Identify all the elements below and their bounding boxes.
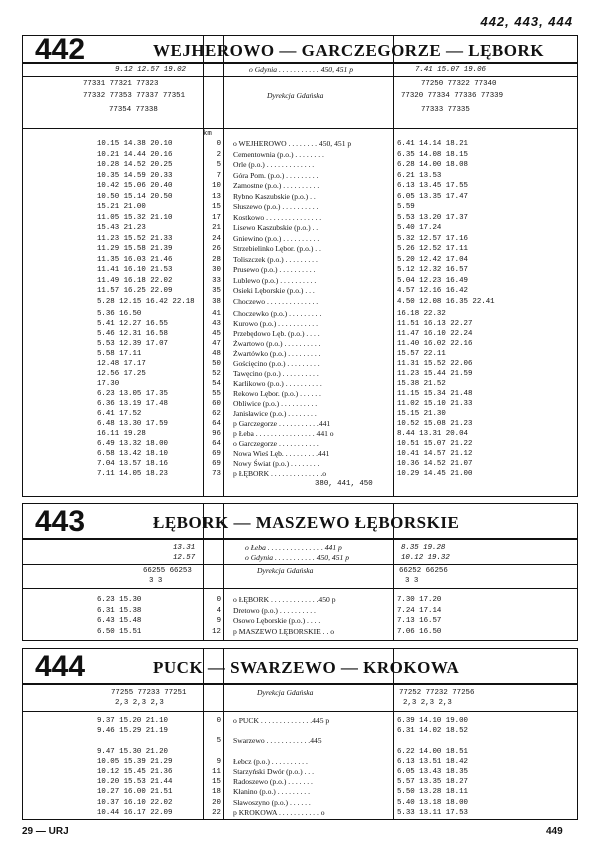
km-value: 15	[212, 778, 221, 787]
authority: Dyrekcja Gdańska	[267, 91, 324, 100]
km-value: 9	[216, 617, 221, 625]
km-value: 9	[216, 757, 221, 766]
times-left: 6.41 17.52	[97, 410, 142, 418]
km-value: 73	[212, 470, 221, 478]
station-name: p ŁĘBORK . . . . . . . . . . . . . .o	[233, 469, 327, 478]
station-name: Starzyński Dwór (p.o.) . . .	[233, 767, 314, 776]
times-right: 5.04 12.23 16.49	[397, 276, 468, 285]
times-right: 5.40 13.18 18.00	[397, 798, 468, 807]
times-right: 7.13 16.57	[397, 617, 442, 625]
times-left: 9.47 15.30 21.20	[97, 747, 168, 756]
times-left: 6.36 13.19 17.48	[97, 400, 168, 408]
station-name: Lublewo (p.o.) . . . . . . . . . .	[233, 275, 317, 285]
times-right: 15.15 21.30	[397, 410, 446, 418]
km-value: 64	[212, 440, 221, 448]
km-value: 41	[212, 310, 221, 318]
times-right: 5.40 17.24	[397, 224, 442, 232]
km-value: 2	[216, 150, 221, 159]
station-name: Karlikowo (p.o.) . . . . . . . . . .	[233, 379, 322, 388]
table-title: WEJHEROWO — GARCZEGORZE — LĘBORK	[153, 41, 544, 60]
times-left: 10.27 16.00 21.51	[97, 788, 173, 797]
station-name: Sławoszyno (p.o.) . . . . . .	[233, 797, 311, 807]
km-value: 69	[212, 460, 221, 468]
times-left: 17.30	[97, 380, 120, 388]
table-number: 443	[35, 505, 86, 538]
km-value: 62	[212, 410, 221, 418]
station-name: Góra Pom. (p.o.) . . . . . . . . .	[233, 170, 319, 180]
km-value: 24	[212, 234, 221, 243]
times-left: 10.42 15.06 20.40	[97, 182, 173, 190]
times-left: 9.37 15.20 21.10	[97, 717, 168, 725]
table-number: 442	[35, 33, 86, 66]
times-left: 10.12 15.45 21.36	[97, 768, 173, 776]
times-left: 10.21 14.44 20.16	[97, 150, 173, 159]
times-left: 10.28 14.52 20.25	[97, 161, 173, 169]
times-right: 7.24 17.14	[397, 606, 442, 615]
times-right: 11.15 15.34 21.48	[397, 390, 473, 398]
times-left: 6.48 13.30 17.59	[97, 420, 168, 428]
times-right: 6.05 13.43 18.35	[397, 768, 468, 776]
times-left: 6.58 13.42 18.10	[97, 450, 168, 458]
km-value: 10	[212, 182, 221, 190]
km-value: 28	[212, 255, 221, 264]
km-value: 11	[212, 768, 221, 776]
times-left: 5.46 12.31 16.58	[97, 330, 168, 338]
station-name: p KROKOWA . . . . . . . . . . . o	[233, 807, 325, 817]
times-right: 6.05 13.35 17.47	[397, 192, 468, 201]
km-value: 45	[212, 330, 221, 338]
station-name: Kłanino (p.o.) . . . . . . . . .	[233, 787, 310, 797]
station-name: Dretowo (p.o.) . . . . . . . . . .	[233, 605, 316, 615]
times-right: 5.12 12.32 16.57	[397, 266, 468, 274]
times-right: 6.41 14.14 18.21	[397, 140, 468, 148]
times-right: 5.26 12.52 17.11	[397, 245, 468, 253]
km-value: 33	[212, 276, 221, 285]
station-name: Rybno Kaszubskie (p.o.) . .	[233, 191, 316, 201]
times-right: 11.40 16.02 22.16	[397, 340, 473, 348]
times-right: 10.41 14.57 21.12	[397, 450, 473, 458]
station-name: Przebędowo Lęb. (p.o.) . . . .	[233, 329, 320, 338]
times-left: 12.48 17.17	[97, 360, 146, 368]
times-right: 7.30 17.20	[397, 596, 442, 604]
times-right: 4.57 12.16 16.42	[397, 287, 468, 295]
times-right: 5.57 13.35 18.27	[397, 778, 468, 787]
km-value: 20	[212, 798, 221, 807]
station-name: Janisławice (p.o.) . . . . . . . .	[233, 409, 317, 418]
station-name: Gniewino (p.o.) . . . . . . . . . .	[233, 233, 320, 243]
station-name: o ŁĘBORK . . . . . . . . . . . . .450 p	[233, 595, 336, 604]
times-left: 6.23 15.30	[97, 596, 142, 604]
km-value: 38	[212, 297, 221, 306]
times-right: 15.38 21.52	[397, 380, 446, 388]
km-value: 30	[212, 266, 221, 274]
station-name: Zamostne (p.o.) . . . . . . . . . .	[233, 181, 320, 190]
times-left: 10.35 14.59 20.33	[97, 171, 173, 180]
km-value: 17	[212, 213, 221, 222]
times-left: 6.23 13.05 17.35	[97, 390, 168, 398]
times-left: 10.05 15.39 21.29	[97, 757, 173, 766]
times-left: 5.53 12.39 17.07	[97, 340, 168, 348]
times-left: 5.28 12.15 16.42 22.18	[97, 297, 195, 306]
station-name: Gościęcino (p.o.) . . . . . . . . .	[233, 359, 320, 368]
times-right: 5.59	[397, 203, 415, 211]
times-left: 10.37 16.10 22.02	[97, 798, 173, 807]
station-name: Swarzewo . . . . . . . . . . . .445	[233, 736, 322, 746]
km-value: 7	[216, 171, 221, 180]
table-442: 442 WEJHEROWO — GARCZEGORZE — LĘBORK 9.12 12.57 19.02 o Gdynia . . . . . . . . . . . 450, 451 p 7.41 15.07 19.06 77331 77321 77323 77332 77353 77337 77351 Dyrekcja Gdańska 77320 77334 77336 77339 77250 77322 77340 77354 77338 77333 77335 km 10.15 14.38 20.10 0 o WEJHEROWO . . . . . . . . 450, 451 p 6.41 14.14 18.21 10.21 14.44 20.16 2 Cementownia (p.o.) . . . . . . . . 6.35 14.08 18.15 10.28 14.52 20.25 5 Orle (p.o.) . . . . . . . . . . . . . 6.28 14.00 18.08 10.35 14.59 20.33 7 Góra Pom. (p.o.) . . . . . . . . . 6.21 13.53 10.42 15.06 20.40 10 Zamostne (p.o.) . . . . . . . . . . 6.13 13.45 17.55 10.50 15.14 20.50 13 Rybno Kaszubskie (p.o.) . . 6.05 13.35 17.47 15.21 21.00 15 Słuszewo (p.o.) . . . . . . . . . . 5.59 11.05 15.32 21.10 17 Kostkowo . . . . . . . . . . . . . . . 5.53 13.20 17.37 15.43 21.23 21 Lisewo Kaszubskie (p.o.) . . 5.40 17.24 11.23 15.52 21.33 24 Gniewino (p.o.) . . . . . . . . . . 5.32 12.57 17.16 11.29 15.58 21.39 26 Strzebielinko Lębor. (p.o.) . . 5.26 12.52 17.11 11.35 16.03 21.46 28 Toliszczek (p.o.) . . . . . . . . . 5.20 12.42 17.04 11.41 16.10 21.53 30 Prusewo (p.o.) . . . . . . . . . . 5.12 12.32 16.57 11.49 16.18 22.02 33 Lublewo (p.o.) . . . . . . . . . . 5.04 12.23 16.49 11.57 16.25 22.09 35 Osieki Lęborskie (p.o.) . . . 4.57 12.16 16.42 5.28 12.15 16.42 22.18 38 Choczewo . . . . . . . . . . . . . . 4.50 12.08 16.35 22.41 5.36 16.50 41 Choczewko (p.o.) . . . . . . . . . 16.18 22.32 5.41 12.27 16.55 43 Kurowo (p.o.) . . . . . . . . . . . 11.51 16.13 22.27 5.46 12.31 16.58 45 Przebędowo Lęb. (p.o.) . . . . 11.47 16.10 22.24 5.53 12.39 17.07 47 Żwartowo (p.o.) . . . . . . . . . . 11.40 16.02 22.16 5.58 17.11 48 Żwartówko (p.o.) . . . . . . . . . 15.57 22.11 12.48 17.17 50 Gościęcino (p.o.) . . . . . . . . . 11.31 15.52 22.06 12.56 17.25 52 Tawęcino (p.o.) . . . . . . . . . . 11.23 15.44 21.59 17.30 54 Karlikowo (p.o.) . . . . . . . . . . 15.38 21.52 6.23 13.05 17.35 55 Rekowo Lębor. (p.o.) . . . . . . 11.15 15.34 21.48 6.36 13.19 17.48 60 Obliwice (p.o.) . . . . . . . . . . 11.02 15.10 21.33 6.41 17.52 62 Janisławice (p.o.) . . . . . . . . 15.15 21.30 6.48 13.30 17.59 64 p Garczegorze . . . . . . . . . . .441 10.52 15.08 21.23 16.11 19.28 96 p Łeba . . . . . . . . . . . . . . . . 441 o 8.44 13.31 20.04 6.49 13.32 18.00 64 o Garczegorze . . . . . . . . . . . 10.51 15.07 21.22 6.58 13.42 18.10 69 Nowa Wieś Lęb. . . . . . . . . .441 10.41 14.57 21.12 7.04 13.57 18.16 69 Nowy Świat (p.o.) . . . . . . . . 10.36 14.52 21.07 7.11 14.05 18.23 73 p ŁĘBORK . . . . . . . . . . . . . .o 10.29 14.45 21.00 380, 441, 450	[22, 35, 578, 497]
km-value: 22	[212, 808, 221, 817]
table-444-header	[23, 649, 577, 685]
station-name: o WEJHEROWO . . . . . . . . 450, 451 p	[233, 139, 352, 148]
times-left: 5.58 17.11	[97, 350, 142, 358]
km-value: 43	[212, 320, 221, 328]
station-name: p MASZEWO LĘBORSKIE . . o	[233, 626, 335, 636]
table-number: 444	[35, 650, 86, 683]
km-value: 50	[212, 360, 221, 368]
footnote: 380, 441, 450	[315, 480, 373, 488]
station-name: Strzebielinko Lębor. (p.o.) . .	[233, 244, 321, 253]
times-left: 10.15 14.38 20.10	[97, 140, 173, 148]
times-right: 6.13 13.51 18.42	[397, 757, 468, 766]
station-name: Kostkowo . . . . . . . . . . . . . . .	[233, 212, 322, 222]
times-right: 5.50 13.28 18.11	[397, 788, 468, 797]
km-value: 0	[216, 596, 221, 604]
times-right: 5.20 12.42 17.04	[397, 255, 468, 264]
station-name: Osowo Lęborskie (p.o.) . . . .	[233, 616, 321, 625]
times-left: 7.04 13.57 18.16	[97, 460, 168, 468]
times-left: 5.41 12.27 16.55	[97, 320, 168, 328]
station-name: Rekowo Lębor. (p.o.) . . . . . .	[233, 389, 321, 398]
times-right: 5.32 12.57 17.16	[397, 234, 468, 243]
km-value: 0	[216, 717, 221, 725]
km-value: 5	[216, 737, 221, 746]
km-value: 4	[216, 606, 221, 615]
times-right: 11.23 15.44 21.59	[397, 370, 473, 378]
km-value: 26	[212, 245, 221, 253]
station-name: Cementownia (p.o.) . . . . . . . .	[233, 149, 324, 159]
times-left: 15.43 21.23	[97, 224, 146, 232]
table-443-header	[23, 504, 577, 540]
times-left: 6.50 15.51	[97, 627, 142, 636]
station-name: Orle (p.o.) . . . . . . . . . . . . .	[233, 160, 315, 169]
times-right: 10.29 14.45 21.00	[397, 470, 473, 478]
station-name: Choczewko (p.o.) . . . . . . . . .	[233, 309, 322, 318]
footer-page-number: 449	[546, 826, 563, 837]
times-left: 11.05 15.32 21.10	[97, 213, 173, 222]
times-right: 6.31 14.02 18.52	[397, 727, 468, 736]
station-name: Lisewo Kaszubskie (p.o.) . .	[233, 223, 319, 232]
station-name: Łebcz (p.o.) . . . . . . . . . .	[233, 756, 308, 766]
times-left: 16.11 19.28	[97, 430, 146, 438]
km-value: 35	[212, 287, 221, 295]
page-table-numbers: 442, 443, 444	[480, 14, 573, 29]
station-name: Tawęcino (p.o.) . . . . . . . . . .	[233, 369, 319, 378]
station-name: o Garczegorze . . . . . . . . . . .	[233, 439, 319, 448]
times-right: 10.36 14.52 21.07	[397, 460, 473, 468]
times-right: 6.28 14.00 18.08	[397, 161, 468, 169]
times-right: 4.50 12.08 16.35 22.41	[397, 297, 495, 306]
times-left: 6.43 15.48	[97, 617, 142, 625]
times-right: 11.02 15.10 21.33	[397, 400, 473, 408]
table-444: 444 PUCK — SWARZEWO — KROKOWA 77255 77233 77251 Dyrekcja Gdańska 77252 77232 77256 2,3 2,3 2,3 2,3 2,3 2,3 9.37 15.20 21.10 0 o PUCK . . . . . . . . . . . . . .445 p 6.39 14.10 19.00 9.46 15.29 21.19 6.31 14.02 18.52 5 Swarzewo . . . . . . . . . . . .445 9.47 15.30 21.20 6.22 14.00 18.51 10.05 15.39 21.29 9 Łebcz (p.o.) . . . . . . . . . . 6.13 13.51 18.42 10.12 15.45 21.36 11 Starzyński Dwór (p.o.) . . . 6.05 13.43 18.35 10.20 15.53 21.44 15 Radoszewo (p.o.) . . . . . . . 5.57 13.35 18.27 10.27 16.00 21.51 18 Kłanino (p.o.) . . . . . . . . . 5.50 13.28 18.11 10.37 16.10 22.02 20 Sławoszyno (p.o.) . . . . . . 5.40 13.18 18.00 10.44 16.17 22.09 22 p KROKOWA . . . . . . . . . . . o 5.33 13.11 17.53	[22, 648, 578, 820]
times-left: 11.29 15.58 21.39	[97, 245, 173, 253]
station-name: Słuszewo (p.o.) . . . . . . . . . .	[233, 202, 319, 211]
times-left: 12.56 17.25	[97, 370, 146, 378]
times-right: 15.57 22.11	[397, 350, 446, 358]
station-name: Kurowo (p.o.) . . . . . . . . . . .	[233, 319, 318, 328]
times-left: 11.57 16.25 22.09	[97, 287, 173, 295]
km-value: 13	[212, 192, 221, 201]
km-value: 69	[212, 450, 221, 458]
times-right: 6.22 14.00 18.51	[397, 747, 468, 756]
km-value: 12	[212, 627, 221, 636]
station-name: Choczewo . . . . . . . . . . . . . .	[233, 296, 319, 306]
station-name: p Łeba . . . . . . . . . . . . . . . . 441 o	[233, 429, 334, 438]
times-left: 6.49 13.32 18.00	[97, 440, 168, 448]
times-left: 9.46 15.29 21.19	[97, 727, 168, 736]
station-name: Prusewo (p.o.) . . . . . . . . . .	[233, 265, 316, 274]
km-value: 18	[212, 788, 221, 797]
km-value: 60	[212, 400, 221, 408]
times-right: 6.13 13.45 17.55	[397, 182, 468, 190]
times-left: 10.20 15.53 21.44	[97, 778, 173, 787]
times-left: 11.35 16.03 21.46	[97, 255, 173, 264]
km-value: 15	[212, 203, 221, 211]
km-value: 64	[212, 420, 221, 428]
times-left: 6.31 15.38	[97, 606, 142, 615]
km-value: 55	[212, 390, 221, 398]
station-name: p Garczegorze . . . . . . . . . . .441	[233, 419, 331, 428]
km-value: 47	[212, 340, 221, 348]
footer-left: 29 — URJ	[22, 826, 69, 837]
times-right: 8.44 13.31 20.04	[397, 430, 468, 438]
station-name: Nowa Wieś Lęb. . . . . . . . . .441	[233, 449, 330, 458]
km-value: 48	[212, 350, 221, 358]
times-right: 10.51 15.07 21.22	[397, 440, 473, 448]
times-left: 15.21 21.00	[97, 203, 146, 211]
times-left: 10.44 16.17 22.09	[97, 808, 173, 817]
station-name: o PUCK . . . . . . . . . . . . . .445 p	[233, 716, 330, 725]
times-right: 16.18 22.32	[397, 310, 446, 318]
station-name: Radoszewo (p.o.) . . . . . . .	[233, 777, 313, 787]
times-right: 5.33 13.11 17.53	[397, 808, 468, 817]
station-name: Żwartowo (p.o.) . . . . . . . . . .	[233, 339, 321, 348]
table-442-header	[23, 33, 577, 66]
times-left: 11.23 15.52 21.33	[97, 234, 173, 243]
station-name: Obliwice (p.o.) . . . . . . . . . .	[233, 399, 318, 408]
times-right: 11.31 15.52 22.06	[397, 360, 473, 368]
km-value: 5	[216, 161, 221, 169]
times-right: 6.39 14.10 19.00	[397, 717, 468, 725]
times-right: 5.53 13.20 17.37	[397, 213, 468, 222]
times-right: 6.35 14.08 18.15	[397, 150, 468, 159]
times-left: 10.50 15.14 20.50	[97, 192, 173, 201]
km-value: 21	[212, 224, 221, 232]
km-value: 52	[212, 370, 221, 378]
station-name: Żwartówko (p.o.) . . . . . . . . .	[233, 349, 321, 358]
times-right: 11.47 16.10 22.24	[397, 330, 473, 338]
table-title: PUCK — SWARZEWO — KROKOWA	[153, 658, 460, 677]
km-value: 0	[216, 140, 221, 148]
times-left: 11.49 16.18 22.02	[97, 276, 173, 285]
station-name: Toliszczek (p.o.) . . . . . . . . .	[233, 254, 318, 264]
station-name: Osieki Lęborskie (p.o.) . . .	[233, 286, 315, 295]
times-right: 6.21 13.53	[397, 171, 442, 180]
km-value: 96	[212, 430, 221, 438]
times-right: 7.06 16.50	[397, 627, 442, 636]
times-left: 5.36 16.50	[97, 310, 142, 318]
station-name: Nowy Świat (p.o.) . . . . . . . .	[233, 459, 320, 468]
times-left: 11.41 16.10 21.53	[97, 266, 173, 274]
times-left: 7.11 14.05 18.23	[97, 470, 168, 478]
table-443: 443 ŁĘBORK — MASZEWO ŁĘBORSKIE 13.31 o Łeba . . . . . . . . . . . . . . . 441 p 8.35 19.28 12.57 o Gdynia . . . . . . . . . . . 450, 451 p 10.12 19.32 66255 66253 Dyrekcja Gdańska 66252 66256 3 3 3 3 6.23 15.30 0 o ŁĘBORK . . . . . . . . . . . . .450 p 7.30 17.20 6.31 15.38 4 Dretowo (p.o.) . . . . . . . . . . 7.24 17.14 6.43 15.48 9 Osowo Lęborskie (p.o.) . . . . 7.13 16.57 6.50 15.51 12 p MASZEWO LĘBORSKIE . . o 7.06 16.50	[22, 503, 578, 641]
times-right: 10.52 15.08 21.23	[397, 420, 473, 428]
times-right: 11.51 16.13 22.27	[397, 320, 473, 328]
km-value: 54	[212, 380, 221, 388]
table-title: ŁĘBORK — MASZEWO ŁĘBORSKIE	[153, 513, 460, 532]
